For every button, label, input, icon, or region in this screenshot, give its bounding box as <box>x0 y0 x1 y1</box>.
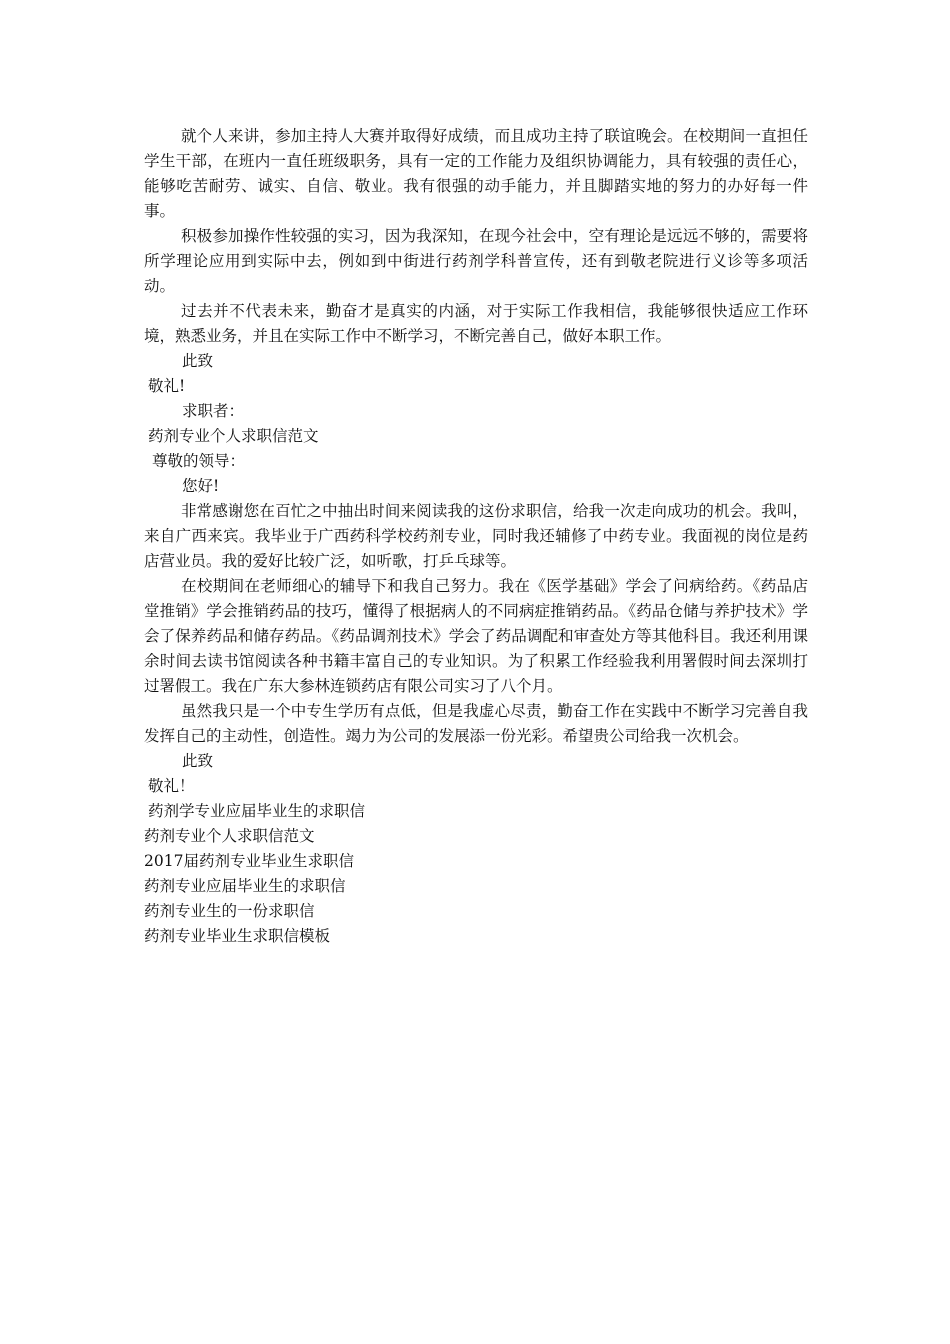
document-body <box>144 124 808 949</box>
related-link[interactable]: 药剂专业应届毕业生的求职信 <box>144 877 346 895</box>
closing-text-2: 此致 <box>182 752 214 770</box>
related-link[interactable]: 药剂学专业应届毕业生的求职信 <box>148 802 366 820</box>
closing-text: 此致 <box>182 352 214 370</box>
paragraph-intro: 非常感谢您在百忙之中抽出时间来阅读我的这份求职信，给我一次走向成功的机会。我叫，来自广西来宾。我毕业于广西药科学校药剂专业，同时我还辅修了中药专业。我面视的岗位是药店营业员。我的爱好比较广泛，如听歌，打乒乓球等。 <box>144 502 808 570</box>
paragraph-closing: 虽然我只是一个中专生学历有点低，但是我虚心尽责，勤奋工作在实践中不断学习完善自我发挥自己的主动性，创造性。竭力为公司的发展添一份光彩。希望贵公司给我一次机会。 <box>144 702 808 745</box>
related-link[interactable]: 2017届药剂专业毕业生求职信 <box>144 852 354 870</box>
greeting-text: 尊敬的领导： <box>152 452 246 470</box>
paragraph-future: 过去并不代表未来，勤奋才是真实的内涵，对于实际工作我相信，我能够很快适应工作环境，熟悉业务，并且在实际工作中不断学习，不断完善自己，做好本职工作。 <box>144 302 808 345</box>
salute-text: 敬礼! <box>148 377 186 395</box>
applicant-label: 求职者： <box>182 402 245 420</box>
related-link[interactable]: 药剂专业毕业生求职信模板 <box>144 927 331 945</box>
paragraph-studies: 在校期间在老师细心的辅导下和我自己努力。我在《医学基础》学会了问病给药。《药品店堂推销》学会推销药品的技巧，懂得了根据病人的不同病症推销药品。《药品仓储与养护技术》学会了保养药品和储存药品。《药品调剂技术》学会了药品调配和审查处方等其他科目。我还利用课余时间去读书馆阅读各种书籍丰富自己的专业知识。为了积累工作经验我利用署假时间去深圳打过署假工。我在广东大参林连锁药店有限公司实习了八个月。 <box>144 577 808 695</box>
paragraph-internship: 积极参加操作性较强的实习，因为我深知，在现今社会中，空有理论是远远不够的，需要将所学理论应用到实际中去，例如到中街进行药剂学科普宣传，还有到敬老院进行义诊等多项活动。 <box>144 227 808 295</box>
related-link[interactable]: 药剂专业个人求职信范文 <box>144 827 315 845</box>
related-link[interactable]: 药剂专业生的一份求职信 <box>144 902 315 920</box>
paragraph-personal: 就个人来讲，参加主持人大赛并取得好成绩，而且成功主持了联谊晚会。在校期间一直担任学生干部，在班内一直任班级职务，具有一定的工作能力及组织协调能力，具有较强的责任心，能够吃苦耐劳、诚实、自信、敬业。我有很强的动手能力，并且脚踏实地的努力的办好每一件事。 <box>144 127 808 220</box>
salute-text-2: 敬礼！ <box>148 777 195 795</box>
related-links-list <box>144 799 808 949</box>
hello-text: 您好! <box>182 477 220 495</box>
letter-title: 药剂专业个人求职信范文 <box>148 427 319 445</box>
